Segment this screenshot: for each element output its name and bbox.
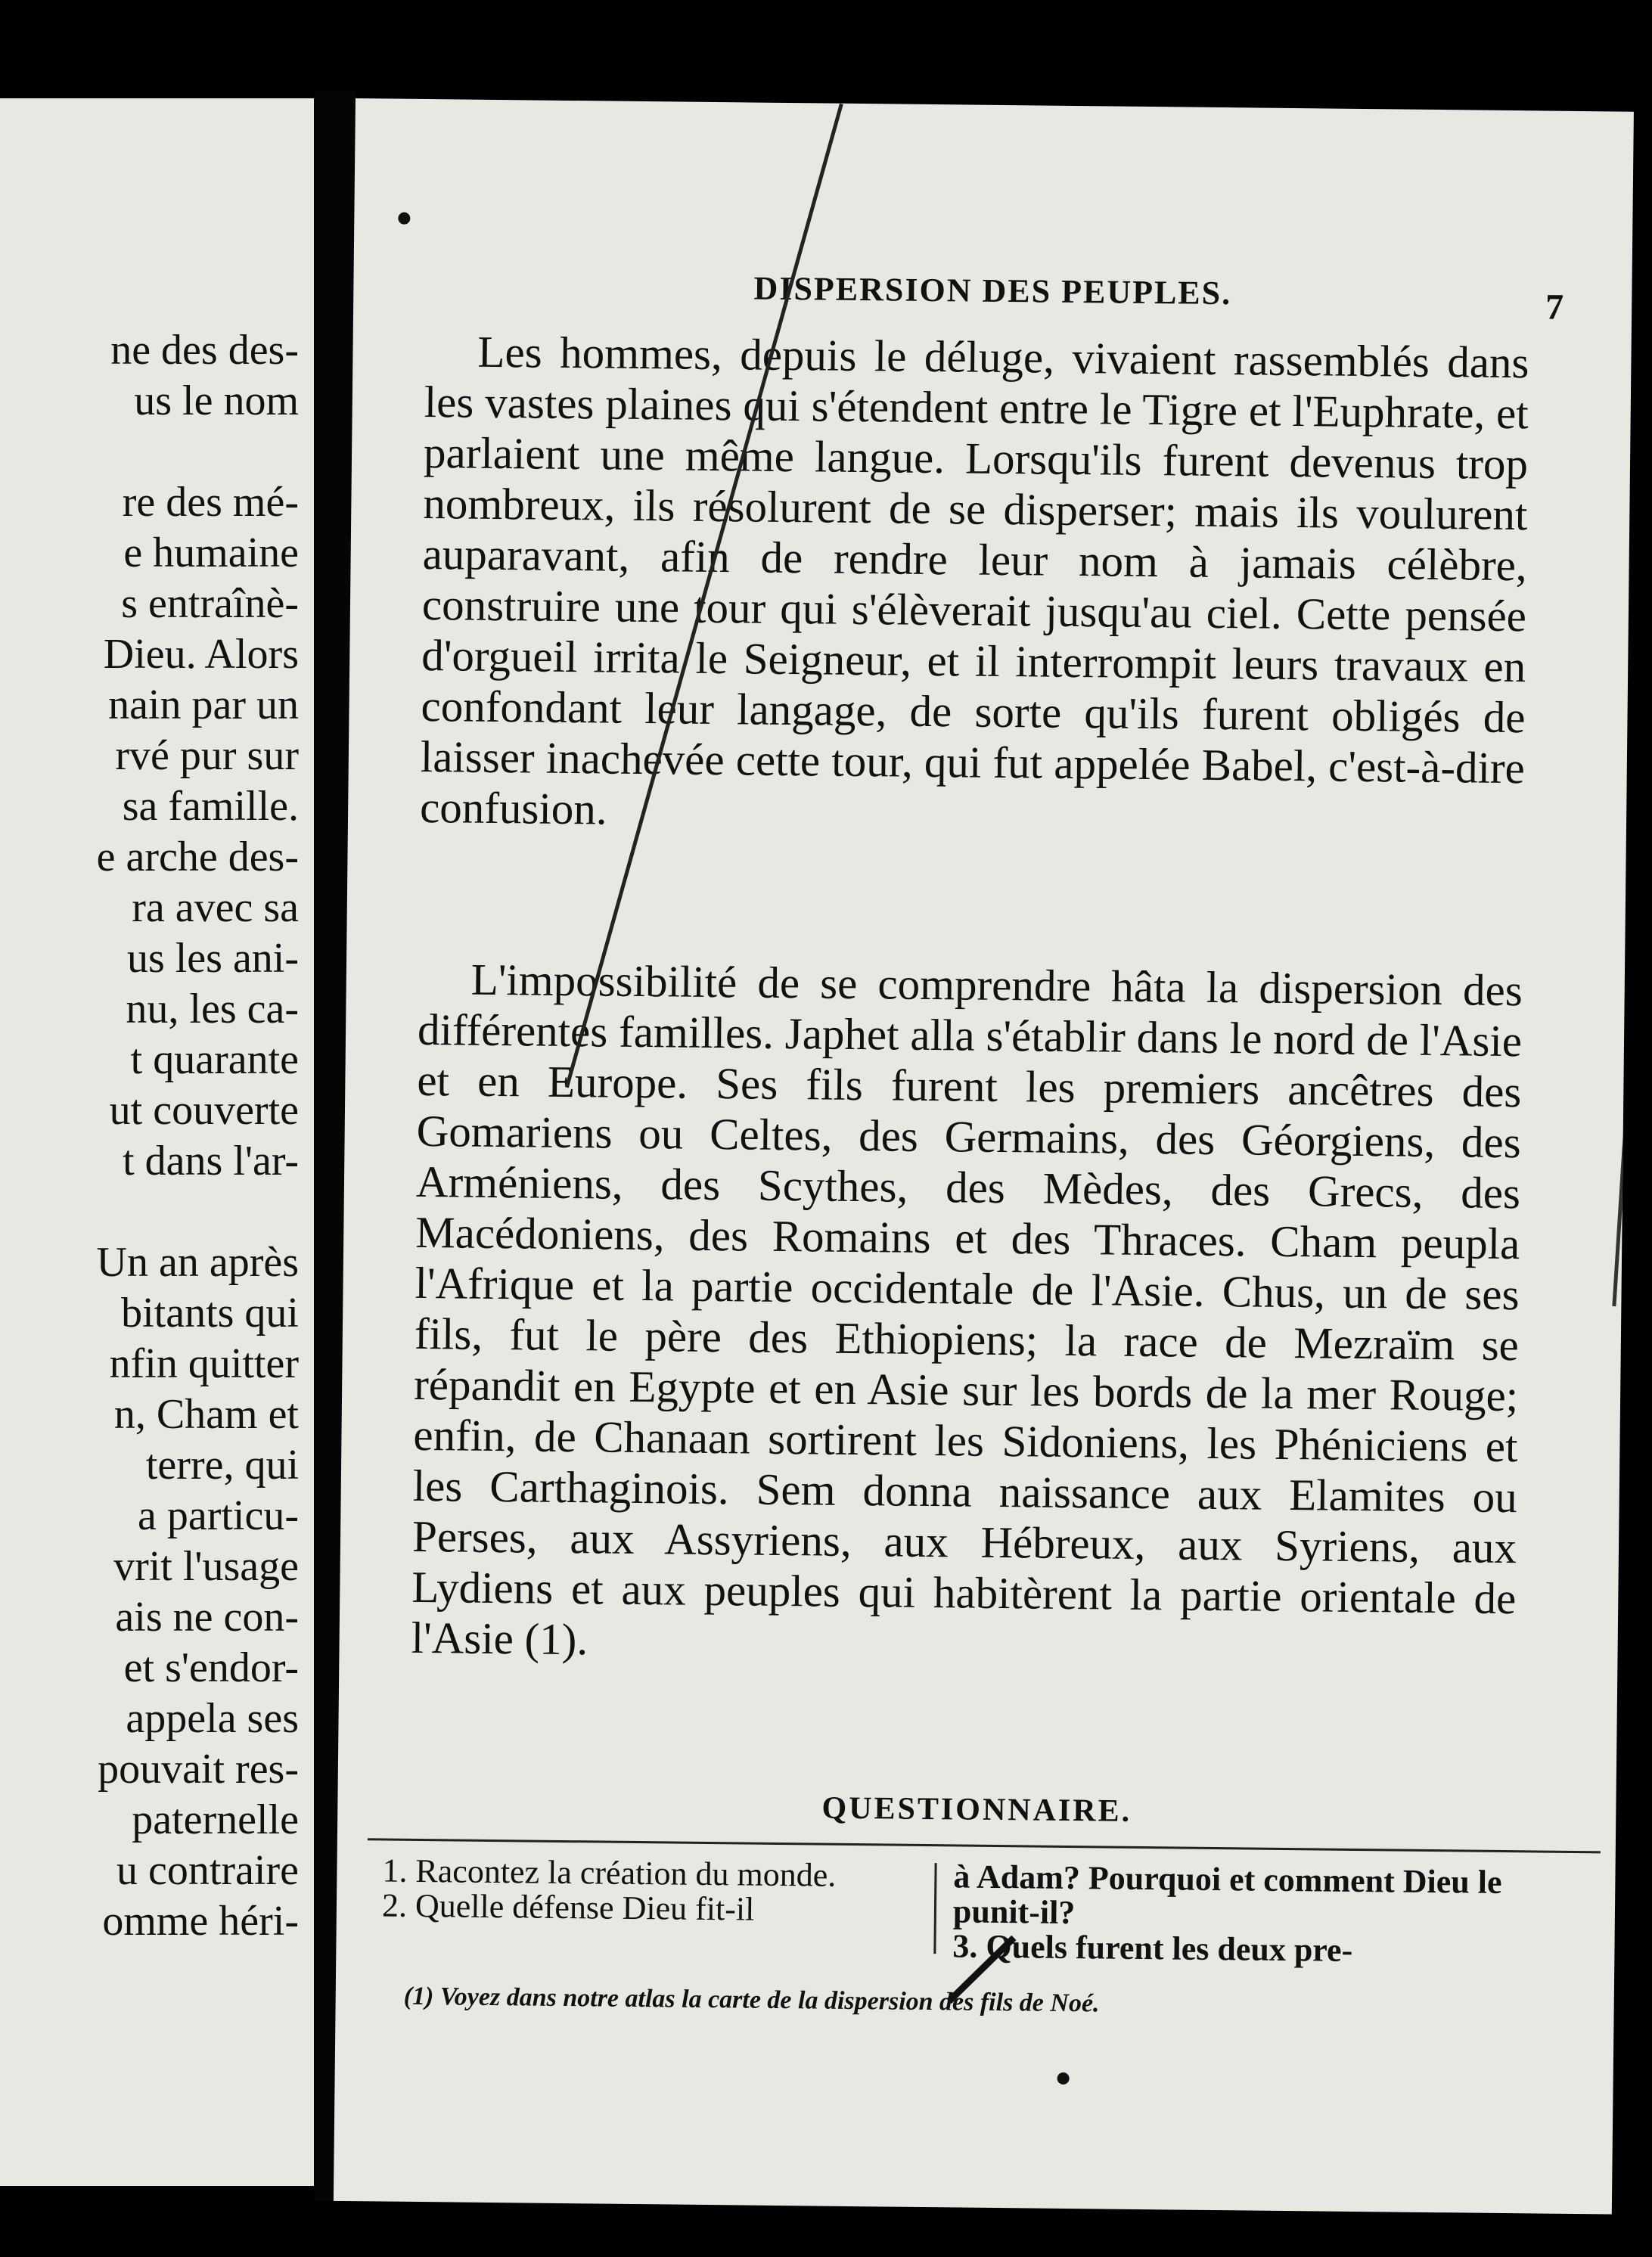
left-page-line: e arche des- — [96, 834, 299, 880]
left-page-line: a particu- — [138, 1492, 299, 1539]
left-page-line: n, Cham et — [113, 1391, 299, 1438]
left-page-line: bitants qui — [121, 1290, 299, 1337]
left-page-line: ut couverte — [109, 1087, 299, 1134]
left-page-line: u contraire — [116, 1847, 299, 1894]
margin-mark — [1612, 989, 1634, 1306]
left-page-line: sa famille. — [122, 783, 299, 830]
ink-speck — [398, 213, 410, 225]
page-number: 7 — [1545, 287, 1564, 328]
column-divider — [933, 1863, 936, 1954]
left-page-line: t dans l'ar- — [123, 1138, 299, 1184]
questions-right-column: à Adam? Pourquoi et comment Dieu le punit-il? 3. Quels furent les deux pre- — [952, 1858, 1502, 1969]
left-page-line: s entraînè- — [121, 580, 299, 627]
left-page-line: ne des des- — [110, 327, 299, 374]
left-page-line: e humaine — [123, 529, 299, 576]
paragraph-babel: Les hommes, depuis le déluge, vivaient rassemblés dans les vastes plaines qui s'étendent entre le Tigre et l'Euphrate, et parlaient une même langue. Lorsqu'ils furent devenus trop nombreux, ils résolurent de se disperser; mais ils voulurent auparavant, afin de rendre leur nom à jamais célèbre, construire une tour qui s'élèverait jusqu'au ciel. Cette pensée d'orgueil irrita le Seigneur, et il interrompit leurs travaux en confondant leur langage, de sorte qu'ils furent obligés de laisser inachevée cette tour, qui fut appelée Babel, c'est-à-dire confusion. — [419, 326, 1529, 834]
left-page-line: paternelle — [132, 1796, 299, 1843]
left-page-line: nfin quitter — [109, 1340, 299, 1387]
left-page-line: us les ani- — [126, 935, 299, 982]
left-page-line: Dieu. Alors — [103, 631, 299, 678]
questionnaire-title: QUESTIONNAIRE. — [821, 1790, 1132, 1829]
left-page-line: terre, qui — [145, 1442, 299, 1489]
left-page-line: et s'endor- — [123, 1644, 299, 1691]
left-page-line: rvé pur sur — [115, 732, 299, 779]
left-page-line: appela ses — [126, 1695, 299, 1742]
footnote: (1) Voyez dans notre atlas la carte de la dispersion des fils de Noé. — [403, 1982, 1100, 2018]
left-page-line: t quarante — [130, 1036, 299, 1083]
left-page — [0, 98, 314, 2186]
left-page-line: pouvait res- — [98, 1746, 299, 1793]
ink-speck — [1057, 2072, 1070, 2085]
questions-left-column: 1. Racontez la création du monde. 2. Quelle défense Dieu fit-il — [381, 1852, 837, 1928]
left-page-line: vrit l'usage — [113, 1543, 299, 1590]
left-page-line: ais ne con- — [115, 1594, 299, 1641]
paragraph-dispersion: L'impossibilité de se comprendre hâta la dispersion des différentes familles. Japhet alla s'établir dans le nord de l'Asie et en Europe. Ses fils furent les premiers ancêtres des Gomariens ou Celtes, des Germains, des Géorgiens, des Arméniens, des Scythes, des Mèdes, des Grecs, des Macédoniens, des Romains et des Thraces. Cham peupla l'Afrique et la partie occidentale de l'Asie. Chus, un de ses fils, fut le père des Ethiopiens; la race de Mezraïm se répandit en Egypte et en Asie sur les bords de la mer Rouge; enfin, de Chanaan sortirent les Sidoniens, les Phéniciens et les Carthaginois. Sem donna naissance aux Elamites ou Perses, aux Assyriens, aux Hébreux, aux Syriens, aux Lydiens et aux peuples qui habitèrent la partie orientale de l'Asie (1). — [411, 954, 1523, 1665]
left-page-line: Un an après — [96, 1239, 299, 1286]
left-page-line: us le nom — [134, 377, 299, 424]
left-page-line: re des mé- — [122, 479, 299, 526]
right-page — [334, 98, 1634, 2215]
left-page-line: ra avec sa — [132, 884, 299, 931]
left-page-line: nu, les ca- — [126, 986, 299, 1032]
left-page-line: omme héri- — [102, 1898, 299, 1945]
running-head: DISPERSION DES PEUPLES. — [753, 269, 1232, 312]
left-page-line: nain par un — [108, 681, 299, 728]
questionnaire-rule — [368, 1838, 1601, 1853]
